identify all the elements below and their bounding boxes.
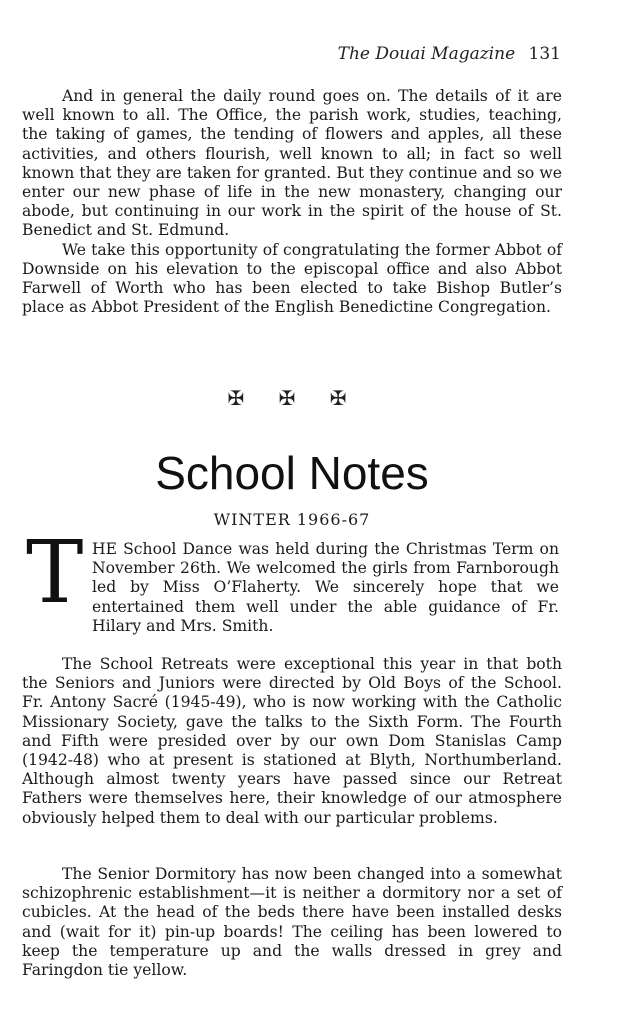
school-notes-body: [22, 655, 562, 828]
cross-ornament-icon: ✠: [329, 386, 347, 410]
section-divider: [0, 386, 574, 410]
school-notes-paragraph-1: HE School Dance was held during the Christmas Term on November 26th. We welcomed the girls from Farnborough led by Miss O’Flaherty. We sincerely hope that we entertained them well under the able guidance of Fr. Hilary and Mrs. Smith.: [92, 540, 559, 635]
page-number: 131: [528, 44, 561, 64]
cross-ornament-icon: ✠: [278, 386, 296, 410]
magazine-title: The Douai Magazine: [337, 44, 516, 64]
section-title: School Notes: [155, 447, 429, 499]
school-notes-body-2: [22, 865, 562, 980]
drop-cap: T: [26, 523, 84, 623]
cross-ornament-icon: ✠: [227, 386, 245, 410]
section-subtitle: WINTER 1966-67: [213, 510, 371, 529]
school-notes-paragraph-2: The School Retreats were exceptional this year in that both the Seniors and Juniors were directed by Old Boys of the School. Fr. Antony Sacré (1945-49), who is now working with the Catholic Missionary Society, gave the talks to the Sixth Form. The Fourth and Fifth were presided over by our own Dom Stanislas Camp (1942-48) who at present is stationed at Blyth, Northumberland. Although almost twenty years have passed since our Retreat Fathers were themselves here, their knowledge of our atmosphere obviously helped them to deal with our particular problems.: [22, 655, 562, 827]
school-notes-paragraph-3: The Senior Dormitory has now been changed into a somewhat schizophrenic establishment—it is neither a dormitory nor a set of cubicles. At the head of the beds there have been installed desks and (wait for it) pin-up boards! The ceiling has been lowered to keep the temperature up and the walls dressed in grey and Faringdon tie yellow.: [22, 865, 562, 980]
running-header: [338, 44, 561, 64]
intro-paragraph-1: And in general the daily round goes on. The details of it are well known to all. The Office, the parish work, studies, teaching, the taking of games, the tending of flowers and apples, all these activities, and others flourish, well known to all; in fact so well known that they are taken for granted. But they continue and so we enter our new phase of life in the new monastery, changing our abode, but continuing in our work in the spirit of the house of St. Benedict and St. Edmund.: [22, 87, 562, 240]
intro-paragraph-2: We take this opportunity of congratulating the former Abbot of Downside on his elevation to the episcopal office and also Abbot Farwell of Worth who has been elected to take Bishop Butler’s place as Abbot President of the English Benedictine Congregation.: [22, 240, 562, 317]
intro-text: [22, 87, 562, 317]
